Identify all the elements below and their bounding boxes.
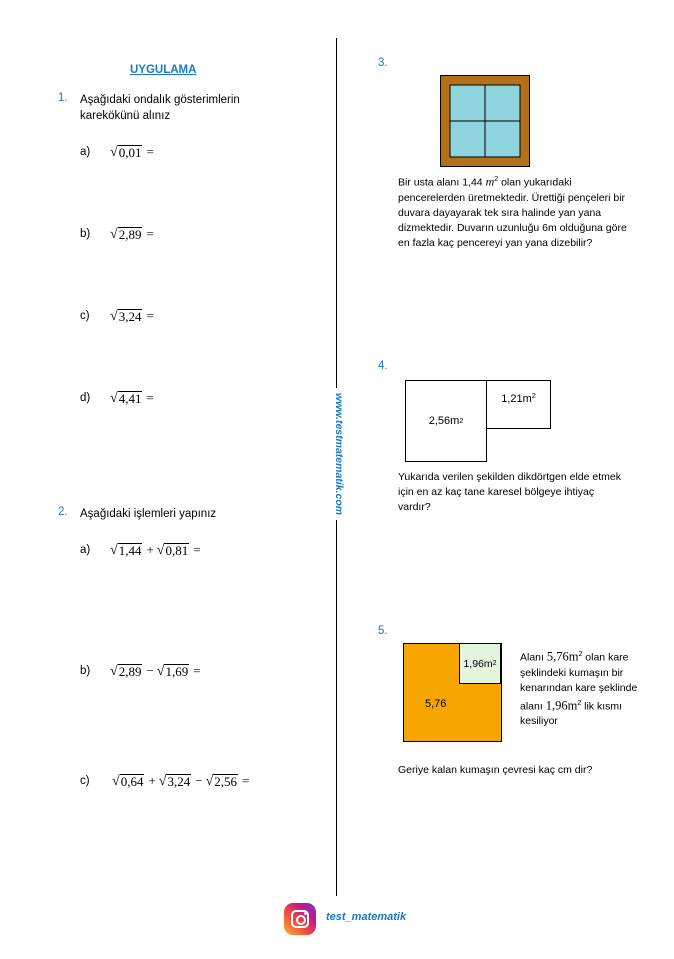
q5-exp-1: 2: [578, 651, 583, 658]
instagram-icon[interactable]: [284, 903, 316, 935]
radicand: 2,56: [214, 773, 237, 789]
square-root: √ 2,89: [110, 663, 142, 679]
fabric-area-label: 5,76: [425, 698, 447, 710]
equals-sign: =: [193, 663, 201, 678]
equals-sign: =: [146, 144, 154, 159]
equals-sign: =: [146, 390, 154, 405]
q5-description: [520, 647, 640, 729]
operator: −: [146, 663, 154, 678]
q1-item-a: [80, 144, 157, 160]
operator: +: [148, 773, 156, 788]
square-root: √ 3,24: [110, 308, 142, 324]
q3-number: 3.: [378, 57, 388, 69]
item-label: a): [80, 544, 91, 556]
page-title: UYGULAMA: [130, 64, 197, 76]
math-expression: [110, 144, 157, 160]
square-root: √ 2,89: [110, 226, 142, 242]
equals-sign: =: [193, 542, 201, 557]
instagram-handle[interactable]: test_matematik: [326, 911, 407, 923]
q3-text: [398, 172, 638, 251]
q5-question: Geriye kalan kumaşın çevresi kaç cm dir?: [398, 764, 593, 776]
q2-item-b: [80, 663, 204, 679]
q5-area-small: 1,96m: [545, 698, 578, 712]
math-expression: [110, 308, 157, 324]
equals-sign: =: [146, 308, 154, 323]
radicand: 2,89: [118, 226, 142, 242]
q5-number: 5.: [378, 625, 388, 637]
q1-number: 1.: [58, 92, 68, 104]
q3-unit: m: [485, 174, 495, 189]
equals-sign: =: [146, 226, 154, 241]
cut-exp: 2: [492, 660, 497, 667]
equals-sign: =: [242, 773, 250, 788]
q2-item-c: [80, 773, 252, 789]
q5-area-big: 5,76m: [546, 649, 579, 664]
q1-item-d: [80, 390, 157, 406]
q5-desc-3: lik kısmı kesiliyor: [520, 700, 623, 727]
q4-text: Yukarıda verilen şekilden dikdörtgen elde etmek için en az kaç tane karesel bölgeye ihtiyaç vardır?: [398, 471, 621, 513]
q5-desc-2: olan kare şeklindeki kumaşın bir kenarından kare şeklinde alanı: [520, 651, 638, 712]
square-root: √ 4,41: [110, 390, 142, 406]
big-square-label: 2,56m: [428, 415, 460, 427]
math-expression: [110, 663, 204, 679]
q3-text-pre: Bir usta alanı 1,44: [398, 176, 483, 189]
item-label: c): [80, 310, 90, 322]
math-expression: [110, 542, 204, 558]
square-root: √ 0,81: [156, 542, 189, 558]
radicand: 0,81: [165, 542, 189, 558]
square-root: √ 1,69: [156, 663, 189, 679]
q3-text-post: olan yukarıdaki pencerelerden üretmektedir. Ürettiği pençeleri bir duvara dayayarak tek sıra halinde yan yana dizmektedir. Duvarın uzunluğu 6m olduğuna göre en fazla kaç pencereyi yan yana dizebilir?: [398, 176, 627, 249]
square-root: √ 0,01: [110, 144, 142, 160]
cut-square: [459, 643, 501, 684]
q5-desc-1: Alanı: [520, 651, 544, 664]
radicand: 3,24: [167, 773, 191, 789]
square-small: [486, 380, 551, 429]
square-root: √ 1,44: [110, 542, 142, 558]
radicand: 0,64: [120, 773, 144, 789]
small-square-label: 1,21m: [501, 393, 532, 405]
q1-text: Aşağıdaki ondalık gösterimlerin karekökünü alınız: [80, 94, 240, 122]
radicand: 4,41: [118, 390, 142, 406]
radicand: 3,24: [118, 308, 142, 324]
operator: −: [195, 773, 203, 788]
q1-item-b: [80, 226, 157, 242]
radicand: 0,01: [118, 144, 142, 160]
q5-exp-2: 2: [577, 699, 582, 707]
q2-number: 2.: [58, 506, 68, 518]
big-exp: 2: [459, 417, 464, 425]
website-label[interactable]: www.testmatematik.com: [333, 392, 345, 516]
math-expression: [112, 773, 252, 789]
operator: +: [146, 542, 154, 557]
item-label: d): [80, 392, 91, 404]
math-expression: [110, 226, 157, 242]
item-label: c): [80, 775, 90, 787]
q2-text: Aşağıdaki işlemleri yapınız: [80, 508, 217, 520]
square-large: [405, 380, 487, 462]
small-exp: 2: [531, 393, 536, 400]
q3-exp: 2: [494, 176, 499, 183]
square-root: √ 2,56: [205, 773, 237, 789]
square-root: √ 0,64: [112, 773, 144, 789]
window-figure: [440, 75, 530, 167]
cut-area-label: 1,96m: [463, 657, 493, 670]
q4-number: 4.: [378, 360, 388, 372]
radicand: 2,89: [118, 663, 142, 679]
q2-item-a: [80, 542, 204, 558]
item-label: b): [80, 228, 91, 240]
radicand: 1,44: [118, 542, 142, 558]
math-expression: [110, 390, 157, 406]
q1-item-c: [80, 308, 157, 324]
square-root: √ 3,24: [158, 773, 191, 789]
item-label: a): [80, 146, 91, 158]
radicand: 1,69: [165, 663, 189, 679]
item-label: b): [80, 665, 91, 677]
